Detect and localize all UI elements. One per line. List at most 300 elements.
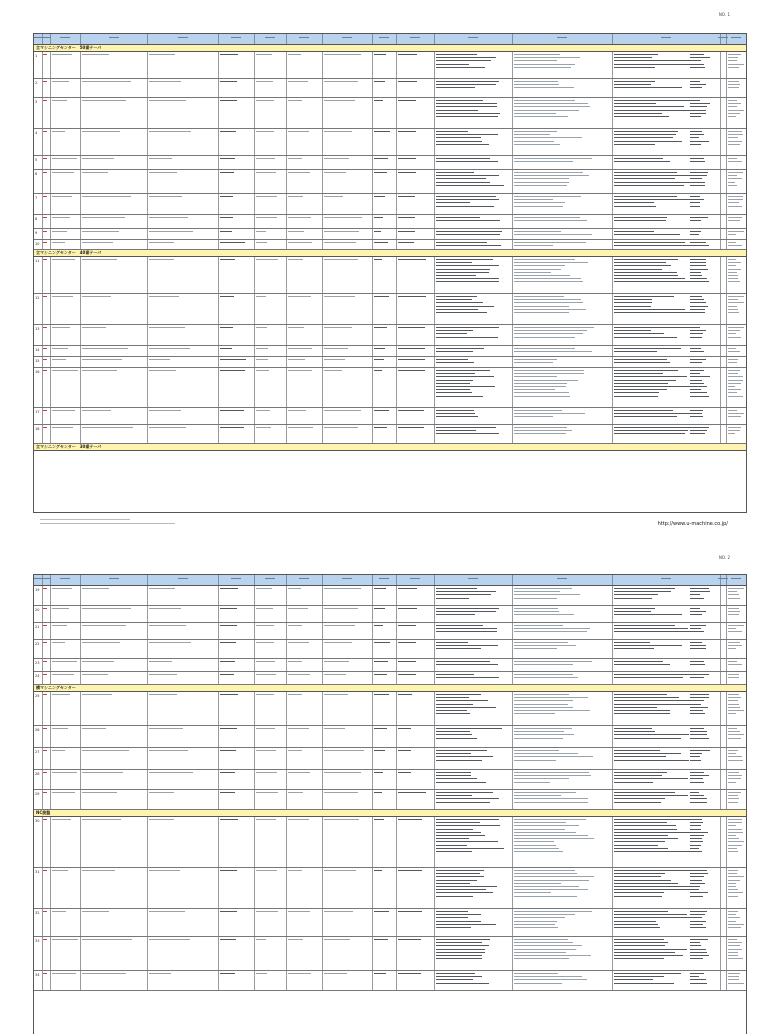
table-row[interactable] xyxy=(34,357,746,368)
cell-placeholder xyxy=(514,234,592,235)
column-divider xyxy=(80,659,81,671)
cell-placeholder xyxy=(728,851,738,852)
cell-placeholder xyxy=(436,945,489,946)
column-divider xyxy=(434,357,435,367)
cell-placeholder xyxy=(614,645,682,646)
row-number: 2 xyxy=(35,81,38,85)
cell-placeholder xyxy=(514,873,577,874)
cell-placeholder xyxy=(514,838,594,839)
website-url[interactable]: http://www.u-machine.co.jp/ xyxy=(657,521,728,527)
column-divider xyxy=(434,586,435,605)
column-divider xyxy=(322,52,323,78)
column-divider xyxy=(612,726,613,747)
cell-placeholder xyxy=(690,845,701,846)
column-divider xyxy=(42,748,43,769)
column-divider xyxy=(254,909,255,936)
cell-placeholder xyxy=(288,327,304,328)
cell-placeholder xyxy=(614,182,690,183)
table-row[interactable] xyxy=(34,425,746,444)
column-divider xyxy=(80,229,81,239)
table-row[interactable] xyxy=(34,971,746,991)
cell-placeholder xyxy=(690,841,703,842)
row-number: 5 xyxy=(35,158,38,162)
cell-placeholder xyxy=(728,416,741,417)
column-divider xyxy=(434,937,435,970)
column-divider xyxy=(254,229,255,239)
cell-placeholder xyxy=(436,259,493,260)
column-divider xyxy=(372,790,373,809)
cell-placeholder xyxy=(436,713,470,714)
column-divider xyxy=(147,79,148,97)
cell-placeholder xyxy=(374,608,385,609)
table-row[interactable] xyxy=(34,408,746,425)
cell-placeholder xyxy=(728,782,736,783)
cell-placeholder xyxy=(398,242,414,243)
column-divider xyxy=(218,368,219,407)
cell-placeholder xyxy=(514,57,580,58)
cell-placeholder xyxy=(690,955,709,956)
column-divider xyxy=(372,240,373,249)
column-divider xyxy=(746,672,747,684)
column-divider xyxy=(372,229,373,239)
cell-placeholder xyxy=(614,333,664,334)
table-row[interactable] xyxy=(34,937,746,971)
column-divider xyxy=(512,129,513,155)
cell-placeholder xyxy=(514,410,562,411)
table-row[interactable] xyxy=(34,692,746,726)
column-divider xyxy=(254,98,255,128)
table-row[interactable] xyxy=(34,672,746,685)
cell-placeholder xyxy=(690,182,705,183)
cell-placeholder xyxy=(220,625,237,626)
cell-placeholder xyxy=(728,631,742,632)
cell-placeholder xyxy=(690,416,703,417)
cell-placeholder xyxy=(728,278,738,279)
cell-placeholder xyxy=(374,410,389,411)
cell-placeholder xyxy=(614,265,671,266)
cell-placeholder xyxy=(436,917,468,918)
column-divider xyxy=(218,357,219,367)
column-divider xyxy=(612,129,613,155)
cell-placeholder xyxy=(514,611,559,612)
column-divider xyxy=(147,692,148,725)
cell-placeholder xyxy=(288,674,310,675)
cell-placeholder xyxy=(220,870,237,871)
column-divider xyxy=(726,640,727,658)
cell-placeholder xyxy=(614,873,665,874)
column-divider xyxy=(372,586,373,605)
table-row[interactable] xyxy=(34,156,746,170)
cell-placeholder xyxy=(374,674,387,675)
column-divider xyxy=(80,240,81,249)
cell-placeholder xyxy=(690,819,702,820)
column-header-cell xyxy=(410,37,420,38)
cell-placeholder xyxy=(514,625,563,626)
cell-placeholder xyxy=(514,327,594,328)
red-marker xyxy=(43,231,47,232)
cell-placeholder xyxy=(690,259,706,260)
cell-placeholder xyxy=(514,137,582,138)
column-divider xyxy=(50,748,51,769)
column-divider xyxy=(726,817,727,867)
column-divider xyxy=(612,325,613,345)
cell-placeholder xyxy=(728,760,743,761)
cell-placeholder xyxy=(614,889,692,890)
cell-placeholder xyxy=(614,697,679,698)
column-divider xyxy=(322,215,323,228)
column-divider xyxy=(80,770,81,789)
cell-placeholder xyxy=(690,57,710,58)
cell-placeholder xyxy=(398,674,416,675)
table-row[interactable] xyxy=(34,325,746,346)
column-divider xyxy=(286,971,287,990)
cell-placeholder xyxy=(256,728,275,729)
cell-placeholder xyxy=(728,269,741,270)
column-divider xyxy=(254,346,255,356)
cell-placeholder xyxy=(220,772,235,773)
cell-placeholder xyxy=(436,795,472,796)
cell-placeholder xyxy=(288,410,306,411)
cell-placeholder xyxy=(690,825,701,826)
column-divider xyxy=(434,240,435,249)
cell-placeholder xyxy=(614,917,694,918)
cell-placeholder xyxy=(256,819,276,820)
row-number: 3 xyxy=(35,100,38,104)
column-divider xyxy=(254,357,255,367)
cell-placeholder xyxy=(220,642,236,643)
table-row[interactable] xyxy=(34,606,746,623)
row-number: 7 xyxy=(35,196,38,200)
column-divider xyxy=(746,156,747,169)
cell-placeholder xyxy=(728,330,740,331)
column-divider xyxy=(396,79,397,97)
cell-placeholder xyxy=(728,598,740,599)
cell-placeholder xyxy=(220,54,238,55)
red-marker xyxy=(43,819,47,820)
table-row[interactable] xyxy=(34,748,746,770)
cell-placeholder xyxy=(690,202,700,203)
cell-placeholder xyxy=(690,738,709,739)
section-header: 立マシニングセンター 30番テーパ xyxy=(34,444,746,451)
column-divider xyxy=(396,770,397,789)
cell-placeholder xyxy=(690,958,703,959)
column-divider xyxy=(612,346,613,356)
column-divider xyxy=(254,726,255,747)
cell-placeholder xyxy=(82,370,117,371)
cell-placeholder xyxy=(288,694,302,695)
cell-placeholder xyxy=(614,896,662,897)
column-divider xyxy=(218,229,219,239)
cell-placeholder xyxy=(149,427,186,428)
table-row[interactable] xyxy=(34,52,746,79)
cell-placeholder xyxy=(614,262,666,263)
column-divider xyxy=(218,294,219,324)
cell-placeholder xyxy=(324,911,353,912)
cell-placeholder xyxy=(614,272,677,273)
cell-placeholder xyxy=(256,196,277,197)
table-row[interactable] xyxy=(34,129,746,156)
cell-placeholder xyxy=(514,359,557,360)
table-row[interactable] xyxy=(34,909,746,937)
row-number: 16 xyxy=(35,370,40,374)
cell-placeholder xyxy=(436,242,487,243)
cell-placeholder xyxy=(614,231,654,232)
cell-placeholder xyxy=(436,433,499,434)
cell-placeholder xyxy=(690,911,707,912)
cell-placeholder xyxy=(514,845,556,846)
column-divider xyxy=(726,194,727,214)
column-divider xyxy=(286,586,287,605)
cell-placeholder xyxy=(256,231,266,232)
cell-placeholder xyxy=(690,778,703,779)
cell-placeholder xyxy=(690,631,704,632)
table-row[interactable] xyxy=(34,98,746,129)
cell-placeholder xyxy=(728,265,736,266)
column-divider xyxy=(512,726,513,747)
column-divider xyxy=(720,640,721,658)
table-row[interactable] xyxy=(34,640,746,659)
cell-placeholder xyxy=(728,84,740,85)
column-divider xyxy=(726,672,727,684)
cell-placeholder xyxy=(288,608,308,609)
cell-placeholder xyxy=(728,819,742,820)
column-divider xyxy=(286,215,287,228)
cell-placeholder xyxy=(728,396,743,397)
table-row[interactable] xyxy=(34,215,746,229)
cell-placeholder xyxy=(728,144,740,145)
table-row[interactable] xyxy=(34,194,746,215)
column-divider xyxy=(322,156,323,169)
cell-placeholder xyxy=(690,795,704,796)
column-divider xyxy=(80,817,81,867)
column-divider xyxy=(720,909,721,936)
table-row[interactable] xyxy=(34,868,746,909)
cell-placeholder xyxy=(436,870,484,871)
cell-placeholder xyxy=(256,359,268,360)
cell-placeholder xyxy=(374,296,389,297)
cell-placeholder xyxy=(614,67,655,68)
cell-placeholder xyxy=(436,113,500,114)
column-divider xyxy=(720,790,721,809)
column-divider xyxy=(612,98,613,128)
cell-placeholder xyxy=(514,245,553,246)
cell-placeholder xyxy=(728,873,737,874)
column-divider xyxy=(746,229,747,239)
cell-placeholder xyxy=(614,942,668,943)
column-divider xyxy=(322,909,323,936)
cell-placeholder xyxy=(256,642,274,643)
cell-placeholder xyxy=(690,299,704,300)
red-marker xyxy=(43,661,47,662)
cell-placeholder xyxy=(436,87,475,88)
column-divider xyxy=(746,606,747,622)
column-divider xyxy=(434,909,435,936)
cell-placeholder xyxy=(220,661,235,662)
column-divider xyxy=(42,294,43,324)
column-divider xyxy=(612,586,613,605)
cell-placeholder xyxy=(514,911,592,912)
table-row[interactable] xyxy=(34,623,746,640)
column-divider xyxy=(746,692,747,725)
cell-placeholder xyxy=(614,778,688,779)
column-header-cell xyxy=(109,37,119,38)
row-number: 12 xyxy=(35,296,40,300)
column-divider xyxy=(372,748,373,769)
column-divider xyxy=(372,408,373,424)
table-row[interactable] xyxy=(34,790,746,810)
cell-placeholder xyxy=(614,376,687,377)
column-divider xyxy=(254,640,255,658)
cell-placeholder xyxy=(398,750,411,751)
column-divider xyxy=(254,156,255,169)
cell-placeholder xyxy=(436,921,481,922)
red-marker xyxy=(43,772,47,773)
table-row[interactable] xyxy=(34,257,746,294)
column-divider xyxy=(396,346,397,356)
column-header-cell xyxy=(60,37,70,38)
column-divider xyxy=(50,79,51,97)
cell-placeholder xyxy=(614,642,650,643)
column-divider xyxy=(612,623,613,639)
column-divider xyxy=(746,215,747,228)
column-divider xyxy=(50,346,51,356)
cell-placeholder xyxy=(514,697,588,698)
column-divider xyxy=(322,425,323,443)
cell-placeholder xyxy=(514,677,578,678)
table-row[interactable] xyxy=(34,294,746,325)
cell-placeholder xyxy=(288,131,309,132)
cell-placeholder xyxy=(728,750,738,751)
table-row[interactable] xyxy=(34,79,746,98)
column-divider xyxy=(254,937,255,970)
column-divider xyxy=(372,817,373,867)
column-divider xyxy=(254,770,255,789)
cell-placeholder xyxy=(149,100,186,101)
cell-placeholder xyxy=(728,185,737,186)
cell-placeholder xyxy=(614,851,691,852)
cell-placeholder xyxy=(728,100,737,101)
cell-placeholder xyxy=(614,731,655,732)
column-divider xyxy=(720,659,721,671)
cell-placeholder xyxy=(514,337,575,338)
cell-placeholder xyxy=(690,430,707,431)
cell-placeholder xyxy=(398,196,415,197)
table-row[interactable] xyxy=(34,346,746,357)
cell-placeholder xyxy=(690,756,700,757)
cell-placeholder xyxy=(436,351,473,352)
column-divider xyxy=(147,726,148,747)
cell-placeholder xyxy=(514,704,568,705)
cell-placeholder xyxy=(514,134,550,135)
cell-placeholder xyxy=(614,416,677,417)
cell-placeholder xyxy=(728,309,738,310)
cell-placeholder xyxy=(690,728,704,729)
column-divider xyxy=(372,194,373,214)
column-divider xyxy=(80,672,81,684)
cell-placeholder xyxy=(436,84,496,85)
column-divider xyxy=(612,937,613,970)
table-row[interactable] xyxy=(34,659,746,672)
cell-placeholder xyxy=(690,802,707,803)
cell-placeholder xyxy=(436,848,504,849)
column-divider xyxy=(720,606,721,622)
cell-placeholder xyxy=(52,973,76,974)
column-divider xyxy=(396,294,397,324)
cell-placeholder xyxy=(614,337,677,338)
cell-placeholder xyxy=(52,819,71,820)
cell-placeholder xyxy=(614,832,692,833)
cell-placeholder xyxy=(728,594,739,595)
column-divider xyxy=(286,325,287,345)
column-divider xyxy=(396,692,397,725)
table-row[interactable] xyxy=(34,229,746,240)
cell-placeholder xyxy=(436,694,481,695)
cell-placeholder xyxy=(690,389,701,390)
cell-placeholder xyxy=(614,819,691,820)
table-row[interactable] xyxy=(34,240,746,250)
table-row[interactable] xyxy=(34,770,746,790)
cell-placeholder xyxy=(614,396,658,397)
cell-placeholder xyxy=(324,242,356,243)
cell-placeholder xyxy=(728,939,737,940)
column-divider xyxy=(322,748,323,769)
cell-placeholder xyxy=(728,835,736,836)
column-divider xyxy=(512,790,513,809)
cell-placeholder xyxy=(514,949,576,950)
table-row[interactable] xyxy=(34,726,746,748)
table-row[interactable] xyxy=(34,170,746,194)
column-divider xyxy=(286,194,287,214)
cell-placeholder xyxy=(436,845,467,846)
cell-placeholder xyxy=(614,131,678,132)
cell-placeholder xyxy=(690,103,710,104)
column-header-cell xyxy=(231,37,241,38)
column-divider xyxy=(720,229,721,239)
cell-placeholder xyxy=(728,67,739,68)
cell-placeholder xyxy=(690,873,708,874)
cell-placeholder xyxy=(690,798,707,799)
red-marker xyxy=(43,911,47,912)
row-number: 27 xyxy=(35,750,40,754)
cell-placeholder xyxy=(614,822,667,823)
cell-placeholder xyxy=(374,172,387,173)
cell-placeholder xyxy=(614,614,682,615)
cell-placeholder xyxy=(728,870,738,871)
cell-placeholder xyxy=(614,848,668,849)
cell-placeholder xyxy=(514,594,580,595)
column-divider xyxy=(612,240,613,249)
cell-placeholder xyxy=(436,178,486,179)
cell-placeholder xyxy=(614,952,675,953)
cell-placeholder xyxy=(690,851,702,852)
table-row[interactable] xyxy=(34,586,746,606)
cell-placeholder xyxy=(614,302,652,303)
table-row[interactable] xyxy=(34,817,746,868)
cell-placeholder xyxy=(728,664,742,665)
cell-placeholder xyxy=(728,362,737,363)
cell-placeholder xyxy=(514,648,557,649)
cell-placeholder xyxy=(256,327,267,328)
table-row[interactable] xyxy=(34,368,746,408)
column-divider xyxy=(254,817,255,867)
cell-placeholder xyxy=(728,231,744,232)
cell-placeholder xyxy=(82,359,122,360)
column-divider xyxy=(434,692,435,725)
cell-placeholder xyxy=(614,924,658,925)
cell-placeholder xyxy=(614,677,683,678)
cell-placeholder xyxy=(690,648,706,649)
cell-placeholder xyxy=(436,196,496,197)
